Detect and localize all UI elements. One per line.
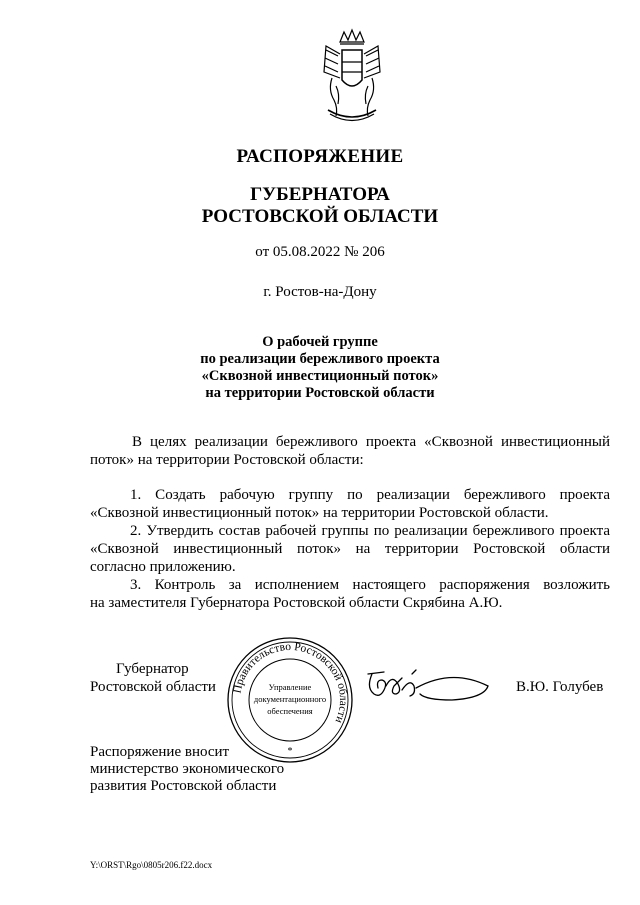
document-type: РАСПОРЯЖЕНИЕ — [236, 146, 404, 167]
subject-line-4: на территории Ростовской области — [205, 385, 435, 401]
signatory-name: В.Ю. Голубев — [516, 679, 604, 695]
item-2-line-1: 2. Утвердить состав рабочей группы по реализации бережливого проекта — [130, 523, 610, 539]
item-2-line-2: «Сквозной инвестиционный поток» на территории Ростовской области — [90, 541, 610, 557]
signatory-title-line-1: Губернатор — [116, 661, 189, 677]
signatory-title-line-2: Ростовской области — [90, 679, 216, 695]
svg-text:*: * — [287, 746, 293, 757]
handwritten-signature-icon — [362, 664, 502, 712]
date-and-number: от 05.08.2022 № 206 — [255, 244, 385, 260]
svg-text:обеспечения: обеспечения — [267, 706, 313, 716]
preamble-line-2: поток» на территории Ростовской области: — [90, 452, 364, 468]
item-3-line-1: 3. Контроль за исполнением настоящего распоряжения возложить — [130, 577, 610, 593]
item-3-line-2: на заместителя Губернатора Ростовской области Скрябина А.Ю. — [90, 595, 503, 611]
item-1-line-1: 1. Создать рабочую группу по реализации бережливого проекта — [130, 487, 610, 503]
subject-line-3: «Сквозной инвестиционный поток» — [201, 368, 439, 384]
issuer-line-2: РОСТОВСКОЙ ОБЛАСТИ — [201, 206, 439, 227]
svg-text:Правительство Ростовской облас: Правительство Ростовской области — [231, 640, 350, 725]
submitted-by-note — [90, 744, 284, 795]
coat-of-arms-icon — [318, 28, 386, 128]
issuer-line-1: ГУБЕРНАТОРА — [250, 184, 390, 205]
subject-line-1: О рабочей группе — [262, 334, 378, 350]
submitted-by-line-3: развития Ростовской области — [90, 778, 277, 794]
city: г. Ростов-на-Дону — [263, 284, 377, 300]
item-1-line-2: «Сквозной инвестиционный поток» на территории Ростовской области. — [90, 505, 549, 521]
file-path: Y:\ORST\Rgo\0805r206.f22.docx — [90, 860, 213, 870]
item-2-line-3: согласно приложению. — [90, 559, 236, 575]
svg-text:документационного: документационного — [253, 694, 327, 704]
submitted-by-line-1: Распоряжение вносит — [90, 744, 230, 760]
preamble-line-1: В целях реализации бережливого проекта «Сквозной инвестиционный — [132, 434, 610, 450]
submitted-by-line-2: министерство экономического — [90, 761, 285, 777]
subject-line-2: по реализации бережливого проекта — [200, 351, 440, 367]
svg-text:Управление: Управление — [268, 682, 312, 692]
